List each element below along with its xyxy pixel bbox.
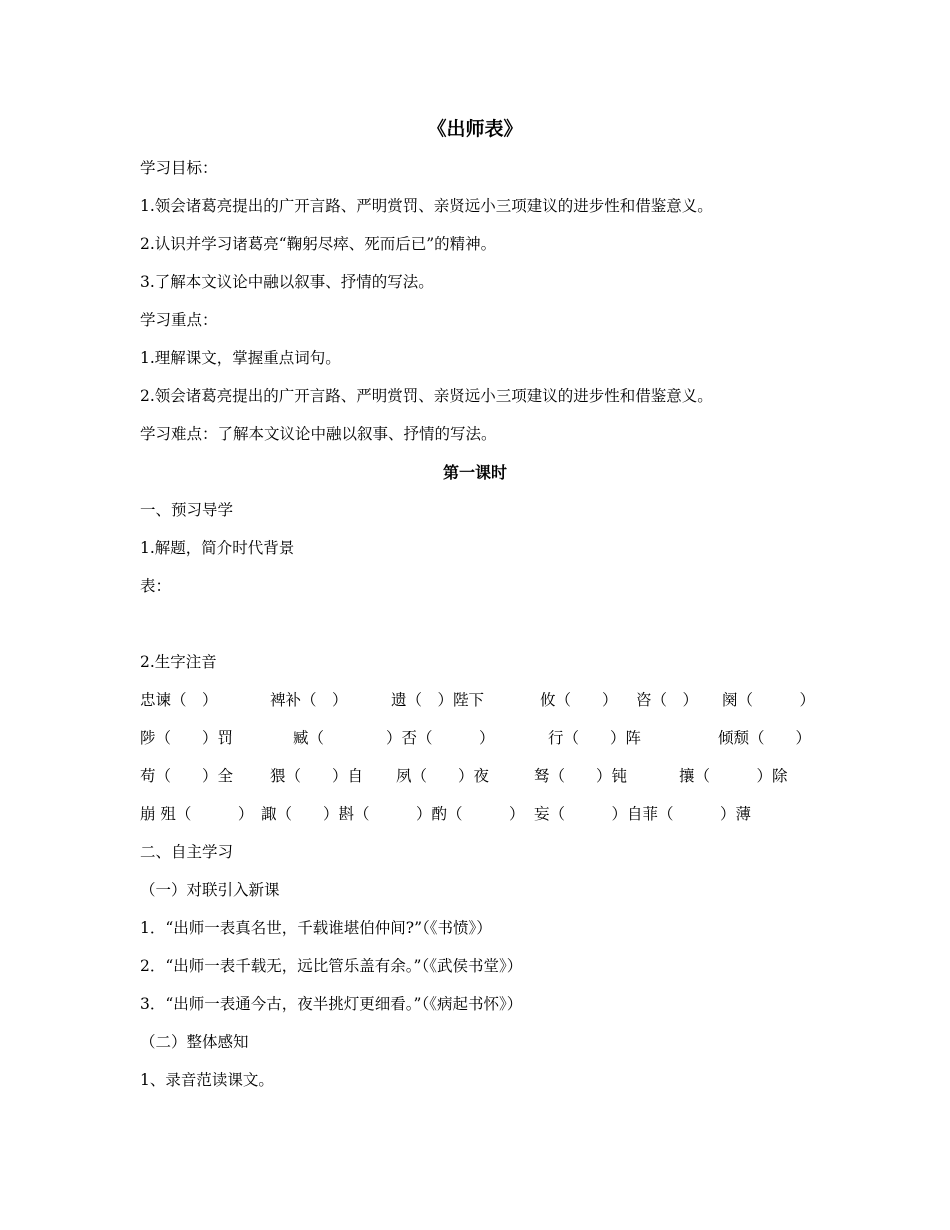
pinyin-cell: 行（ ）阵 — [548, 729, 642, 747]
key-points-heading: 学习重点： — [140, 311, 218, 329]
pinyin-cell: 遗（ ）陛下 — [391, 691, 485, 709]
couplet-2: 2．“出师一表千载无，远比管乐盖有余。”（《武侯书堂》） — [140, 957, 523, 975]
section2-sub1: （一）对联引入新课 — [140, 881, 280, 899]
difficulty-line: 学习难点：了解本文议论中融以叙事、抒情的写法。 — [140, 425, 497, 443]
pinyin-cell: 陟（ ）罚 — [140, 729, 234, 747]
section2-item: 1、录音范读课文。 — [140, 1071, 274, 1089]
pinyin-cell: 裨补（ ） — [270, 691, 348, 709]
objective-item-1: 1.领会诸葛亮提出的广开言路、严明赏罚、亲贤远小三项建议的进步性和借鉴意义。 — [140, 197, 713, 215]
pinyin-cell: 猥（ ）自 — [270, 767, 364, 785]
pinyin-cell: 妄（ ）自菲（ ）薄 — [534, 805, 752, 823]
section1-heading: 一、预习导学 — [140, 501, 234, 519]
pinyin-cell: 忠谏（ ） — [140, 691, 218, 709]
pinyin-cell: 攸（ ） — [540, 691, 618, 709]
section1-item2: 2.生字注音 — [140, 653, 217, 671]
pinyin-cell: 攘（ ）除 — [679, 767, 788, 785]
page-title: 《出师表》 — [427, 118, 523, 140]
section2-heading: 二、自主学习 — [140, 843, 234, 861]
pinyin-cell: 諏（ ）斟（ ）酌（ ） — [261, 805, 525, 823]
biao-label: 表： — [140, 577, 172, 595]
pinyin-cell: 崩 殂（ ） — [140, 805, 254, 823]
objective-item-3: 3.了解本文议论中融以叙事、抒情的写法。 — [140, 273, 434, 291]
section1-item1: 1.解题，简介时代背景 — [140, 539, 295, 557]
objectives-heading: 学习目标： — [140, 159, 218, 177]
lesson-title: 第一课时 — [442, 463, 507, 482]
pinyin-cell: 倾颓（ ） — [718, 729, 812, 747]
key-point-item-1: 1.理解课文，掌握重点词句。 — [140, 349, 341, 367]
pinyin-row-1 — [0, 690, 950, 710]
pinyin-cell: 夙（ ）夜 — [396, 767, 490, 785]
objective-item-2: 2.认识并学习诸葛亮“鞠躬尽瘁、死而后已”的精神。 — [140, 235, 497, 253]
pinyin-cell: 咨（ ） — [636, 691, 699, 709]
section2-sub2: （二）整体感知 — [140, 1033, 249, 1051]
pinyin-cell: 苟（ ）全 — [140, 767, 234, 785]
pinyin-row-2 — [0, 728, 950, 748]
couplet-1: 1．“出师一表真名世，千载谁堪伯仲间?”（《书愤》） — [140, 919, 492, 937]
pinyin-row-4 — [0, 804, 950, 824]
pinyin-cell: 阕（ ） — [722, 691, 816, 709]
couplet-3: 3．“出师一表通今古，夜半挑灯更细看。”（《病起书怀》） — [140, 995, 523, 1013]
pinyin-row-3 — [0, 766, 950, 786]
pinyin-cell: 驽（ ）钝 — [534, 767, 628, 785]
key-point-item-2: 2.领会诸葛亮提出的广开言路、严明赏罚、亲贤远小三项建议的进步性和借鉴意义。 — [140, 387, 713, 405]
pinyin-cell: 臧（ ）否（ ） — [293, 729, 495, 747]
